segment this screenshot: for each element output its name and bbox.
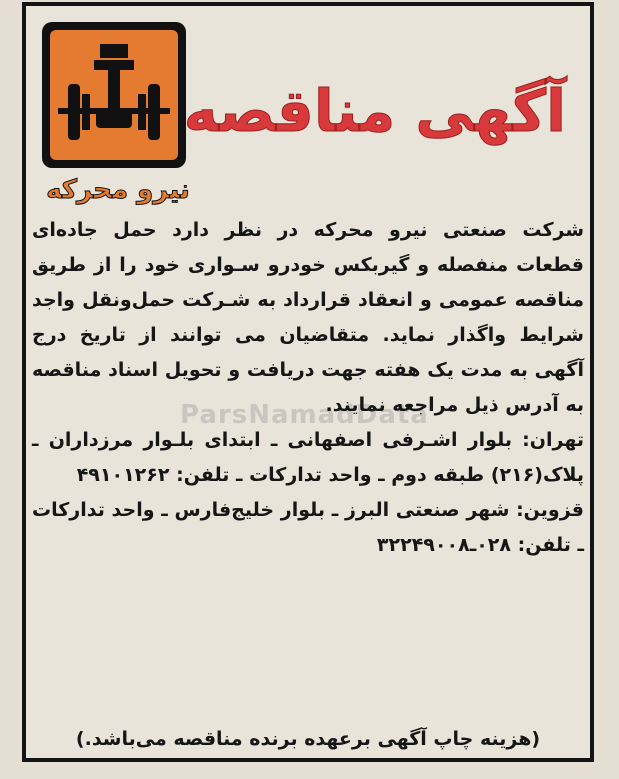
watermark: ParsNamadData xyxy=(180,400,429,430)
ad-body xyxy=(32,213,584,563)
publication-cost-note: (هزینه چاپ آگهی برعهده برنده مناقصه می‌باشد.) xyxy=(75,728,541,750)
tender-description: شرکت صنعتی نیرو محرکه در نظر دارد حمل جاده‌ای قطعات منفصله و گیربکس خودرو سـواری خود را از طریق مناقصه عمومی و انعقاد قرارداد به شـرکت حمل‌ونقل واجد شرایط واگذار نماید. متقاضیان می توانند از تاریخ درج آگهی به مدت یک هفته جهت دریافت و تحویل اسناد مناقصه به آدرس ذیل مراجعه نمایند. xyxy=(32,219,584,416)
logo-wordmark: نیرو محرکه xyxy=(46,175,190,205)
logo-background xyxy=(50,30,178,160)
company-logo xyxy=(42,22,186,168)
engine-piston-icon xyxy=(50,30,178,160)
qazvin-address: قزوین: شهر صنعتی البرز ـ بلوار خلیج‌فارس ـ واحد تدارکات ـ تلفن: ۰۲۸ـ۳۲۲۴۹۰۰۸ xyxy=(32,499,584,556)
ad-title: آگهی مناقصه xyxy=(183,77,566,145)
tehran-address: تهران: بلوار اشـرفی اصفهانی ـ ابتدای بلـوار مرزداران ـ پلاک(۲۱۶) طبقه دوم ـ واحد تدارکات ـ تلفن: ۴۹۱۰۱۲۶۲ xyxy=(32,429,584,486)
